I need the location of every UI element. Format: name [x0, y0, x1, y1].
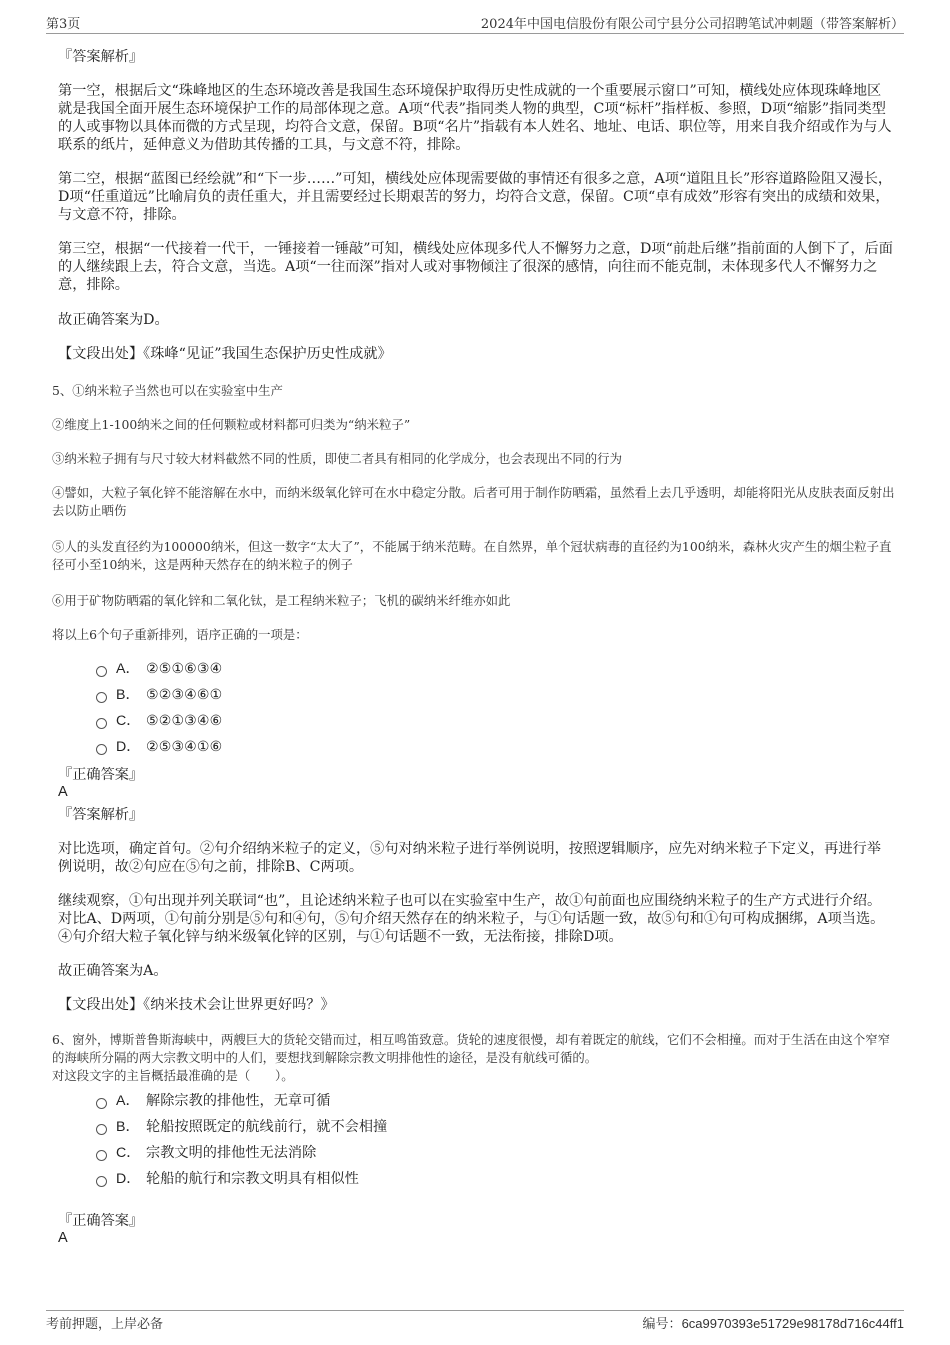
- radio-icon[interactable]: [96, 692, 107, 703]
- q4-analysis-paragraph-3: 第三空，根据“一代接着一代干，一锤接着一锤敲”可知，横线处应体现多代人不懈努力之意，D项“前赴后继”指前面的人倒下了，后面的人继续跟上去，符合文意，当选。A项“一往而深”指对人或对事物倾注了很深的感情，向往而不能克制，未体现多代人不懈努力之意，排除。: [58, 241, 893, 293]
- option-letter: D．: [116, 739, 141, 755]
- q6-option-a[interactable]: [96, 1092, 330, 1110]
- q6-stem: 6、窗外，博斯普鲁斯海峡中，两艘巨大的货轮交错而过，相互鸣笛致意。货轮的速度很慢，却有着既定的航线，它们不会相撞。而对于生活在由这个窄窄的海峡所分隔的两大宗教文明中的人们，要想找到解除宗教文明排他性的途径，是没有航线可循的。: [52, 1032, 891, 1065]
- radio-icon[interactable]: [96, 666, 107, 677]
- footer-slogan: 考前押题，上岸必备: [46, 1317, 164, 1332]
- q5-option-a[interactable]: [96, 660, 222, 678]
- option-letter: A．: [116, 661, 140, 677]
- q5-answer: A: [58, 784, 68, 800]
- option-letter: C．: [116, 1145, 141, 1161]
- q5-sentence-2: ②维度上1-100纳米之间的任何颗粒或材料都可归类为“纳米粒子”: [52, 417, 411, 432]
- header-divider: [46, 33, 904, 34]
- q5-sentence-1: 5、①纳米粒子当然也可以在实验室中生产: [52, 383, 283, 398]
- q4-analysis-paragraph-1: 第一空，根据后文“珠峰地区的生态环境改善是我国生态环境保护取得历史性成就的一个重要展示窗口”可知，横线处应体现珠峰地区就是我国全面开展生态环境保护工作的局部体现之意。A项“代表”指同类人物的典型，C项“标杆”指样板、参照，D项“缩影”指同类型的人或事物以具体而微的方式呈现，均符合文意，保留。B项“名片”指载有本人姓名、地址、电话、职位等，用来自我介绍或作为与人联系的纸片，延伸意义为借助其传播的工具，与文意不符，排除。: [58, 83, 892, 153]
- serial-code: 6ca9970393e51729e98178d716c44ff1: [681, 1316, 904, 1331]
- option-letter: A．: [116, 1093, 140, 1109]
- q6-option-b[interactable]: [96, 1118, 387, 1136]
- option-letter: B．: [116, 687, 140, 703]
- option-text: 解除宗教的排他性，无章可循: [146, 1093, 331, 1109]
- q6-option-c[interactable]: [96, 1144, 316, 1162]
- q5-answer-label: 『正确答案』: [58, 767, 144, 783]
- q5-analysis-label: 『答案解析』: [58, 807, 144, 823]
- q4-analysis-paragraph-2: 第二空，根据“蓝图已经绘就”和“下一步……”可知，横线处应体现需要做的事情还有很多之意，A项“道阻且长”形容道路险阻又漫长，D项“任重道远”比喻肩负的责任重大，并且需要经过长期艰苦的努力，均符合文意，保留。C项“卓有成效”形容有突出的成绩和效果，与文意不符，排除。: [58, 171, 893, 223]
- q5-option-c[interactable]: [96, 712, 222, 730]
- page-number: 第3页: [46, 17, 81, 32]
- q5-option-b[interactable]: [96, 686, 222, 704]
- option-letter: D．: [116, 1171, 141, 1187]
- q6-prompt: 对这段文字的主旨概括最准确的是（ ）。: [52, 1068, 294, 1083]
- radio-icon[interactable]: [96, 1124, 107, 1135]
- q6-answer: A: [58, 1230, 68, 1246]
- q5-sentence-6: ⑥用于矿物防晒霜的氧化锌和二氧化钛，是工程纳米粒子；飞机的碳纳米纤维亦如此: [52, 593, 511, 608]
- q4-source: 【文段出处】《珠峰“见证”我国生态保护历史性成就》: [58, 346, 392, 362]
- q5-source: 【文段出处】《纳米技术会让世界更好吗？》: [58, 997, 335, 1013]
- q5-sentence-4: ④譬如，大粒子氧化锌不能溶解在水中，而纳米级氧化锌可在水中稳定分散。后者可用于制作防晒霜，虽然看上去几乎透明，却能将阳光从皮肤表面反射出去以防止晒伤: [52, 485, 895, 518]
- option-text: 轮船按照既定的航线前行，就不会相撞: [146, 1119, 388, 1135]
- option-text: 宗教文明的排他性无法消除: [146, 1145, 317, 1161]
- q5-sentence-5: ⑤人的头发直径约为100000纳米，但这一数字“太大了”，不能属于纳米范畴。在自然界，单个冠状病毒的直径约为100纳米，森林火灾产生的烟尘粒子直径可小至10纳米，这是两种天然存在的纳米粒子的例子: [52, 539, 892, 572]
- radio-icon[interactable]: [96, 1150, 107, 1161]
- q4-analysis-label: 『答案解析』: [58, 49, 144, 65]
- q5-analysis-paragraph-1: 对比选项，确定首句。②句介绍纳米粒子的定义，⑤句对纳米粒子进行举例说明，按照逻辑顺序，应先对纳米粒子下定义，再进行举例说明，故②句应在⑤句之前，排除B、C两项。: [58, 841, 881, 875]
- q5-analysis-paragraph-2: 继续观察，①句出现并列关联词“也”，且论述纳米粒子也可以在实验室中生产，故①句前面也应围绕纳米粒子的生产方式进行介绍。对比A、D两项，①句前分别是⑤句和④句，⑤句介绍天然存在的纳米粒子，与①句话题一致，故⑤句和①句可构成捆绑，A项当选。④句介绍大粒子氧化锌与纳米级氧化锌的区别，与①句话题不一致，无法衔接，排除D项。: [58, 893, 885, 945]
- serial-label: 编号：: [642, 1317, 682, 1332]
- q6-answer-label: 『正确答案』: [58, 1213, 144, 1229]
- q5-sentence-3: ③纳米粒子拥有与尺寸较大材料截然不同的性质，即使二者具有相同的化学成分，也会表现出不同的行为: [52, 451, 622, 466]
- radio-icon[interactable]: [96, 1176, 107, 1187]
- q5-option-d[interactable]: [96, 738, 222, 756]
- q4-conclusion: 故正确答案为D。: [58, 312, 169, 328]
- option-text: ②⑤①⑥③④: [146, 661, 223, 677]
- radio-icon[interactable]: [96, 718, 107, 729]
- footer-serial: [643, 1313, 904, 1332]
- q5-prompt: 将以上6个句子重新排列，语序正确的一项是：: [52, 627, 308, 642]
- option-letter: C．: [116, 713, 141, 729]
- document-title: 2024年中国电信股份有限公司宁县分公司招聘笔试冲刺题（带答案解析）: [480, 17, 904, 32]
- option-letter: B．: [116, 1119, 140, 1135]
- radio-icon[interactable]: [96, 1098, 107, 1109]
- footer-divider: [46, 1310, 904, 1311]
- radio-icon[interactable]: [96, 744, 107, 755]
- option-text: ⑤②①③④⑥: [146, 713, 223, 729]
- q5-conclusion: 故正确答案为A。: [58, 963, 168, 979]
- q6-option-d[interactable]: [96, 1170, 359, 1188]
- option-text: ②⑤③④①⑥: [146, 739, 223, 755]
- option-text: ⑤②③④⑥①: [146, 687, 223, 703]
- option-text: 轮船的航行和宗教文明具有相似性: [146, 1171, 359, 1187]
